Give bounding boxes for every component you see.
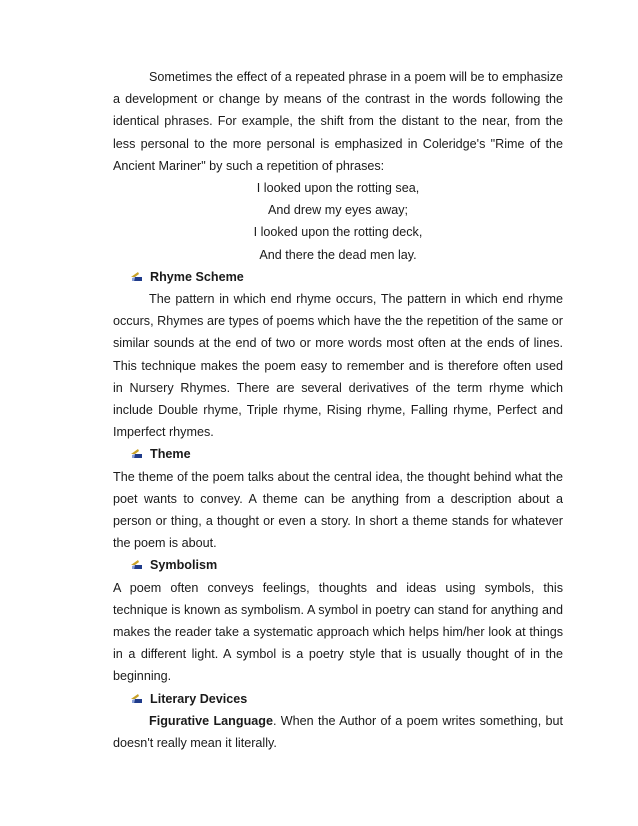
hand-pointer-icon (130, 693, 143, 705)
rhyme-scheme-paragraph: The pattern in which end rhyme occurs, The pattern in which end rhyme occurs, Rhymes are types of poems which have the the repetition of the same or similar sounds at the end of two or more words most often at the ends of lines. This technique makes the poem easy to remember and is therefore often used in Nursery Rhymes. There are several derivatives of the term rhyme which include Double rhyme, Triple rhyme, Rising rhyme, Falling rhyme, Perfect and Imperfect rhymes. (113, 292, 563, 440)
poem-line: I looked upon the rotting sea, (256, 181, 420, 196)
hand-pointer-icon (130, 448, 143, 460)
section-heading-theme (113, 443, 563, 465)
section-heading-literary-devices (113, 688, 563, 710)
poem-line: I looked upon the rotting deck, (253, 225, 423, 240)
poem-line: And drew my eyes away; (268, 203, 408, 218)
figurative-language-term: Figurative Language (149, 713, 273, 728)
hand-pointer-icon (130, 559, 143, 571)
figurative-language-paragraph (113, 710, 563, 754)
heading-label: Theme (150, 447, 191, 462)
section-heading-symbolism (113, 554, 563, 576)
symbolism-paragraph: A poem often conveys feelings, thoughts and ideas using symbols, this technique is known as symbolism. A symbol in poetry can stand for anything and makes the reader take a systematic approach which helps him/her look at things in a different light. A symbol is a poetry style that is usually thought of in the beginning. (113, 580, 563, 684)
repetition-paragraph: Sometimes the effect of a repeated phrase in a poem will be to emphasize a development or change by means of the contrast in the words following the identical phrases. For example, the shift from the distant to the near, from the less personal to the more personal is emphasized in Coleridge's "Rime of the Ancient Mariner" by such a repetition of phrases: (113, 70, 563, 173)
hand-pointer-icon (130, 271, 143, 283)
document-body (113, 66, 563, 754)
heading-label: Symbolism (150, 558, 218, 573)
heading-label: Rhyme Scheme (150, 269, 244, 284)
poem-quote (113, 177, 563, 266)
section-heading-rhyme-scheme (113, 266, 563, 288)
poem-line: And there the dead men lay. (259, 247, 417, 262)
theme-paragraph: The theme of the poem talks about the central idea, the thought behind what the poet wants to convey. A theme can be anything from a description about a person or thing, a thought or even a story. In short a theme stands for whatever the poem is about. (113, 469, 563, 551)
figurative-language-text: . When the Author of a poem writes something, but doesn't really mean it literally. (113, 713, 563, 751)
heading-label: Literary Devices (150, 691, 248, 706)
